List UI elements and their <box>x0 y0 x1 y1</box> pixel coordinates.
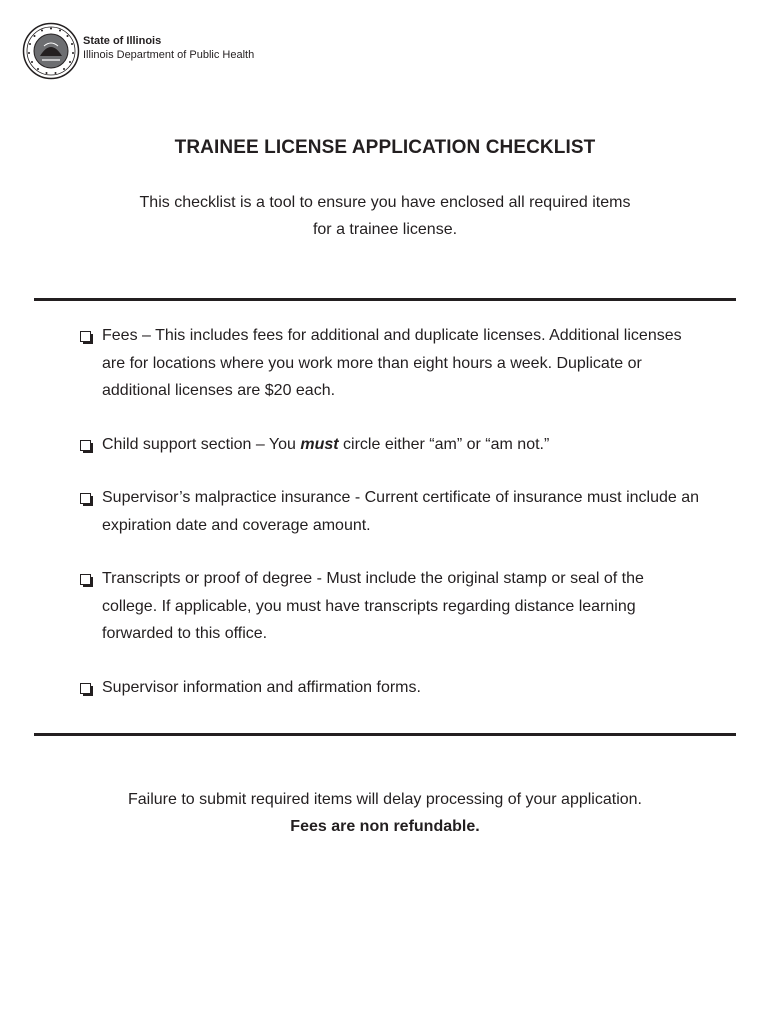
state-seal-icon <box>22 22 80 80</box>
top-divider <box>34 298 736 301</box>
intro-text <box>0 189 770 243</box>
checkbox-icon <box>80 493 91 504</box>
checkbox-icon <box>80 574 91 585</box>
checklist-item-supervisor-forms <box>80 674 700 702</box>
checklist-item-text: Supervisor information and affirmation forms. <box>102 678 421 696</box>
checkbox-icon <box>80 683 91 694</box>
checklist-item-text-before: Child support section – You <box>102 435 301 453</box>
checklist-item-fees <box>80 322 700 405</box>
bottom-divider <box>34 733 736 736</box>
checklist-item-text: Transcripts or proof of degree - Must include the original stamp or seal of the college. If applicable, you must have transcripts regarding distance learning forwarded to this office. <box>102 570 644 642</box>
checklist <box>80 322 700 701</box>
checklist-item-child-support <box>80 431 700 459</box>
footer-warning: Failure to submit required items will delay processing of your application. <box>127 791 642 808</box>
checklist-item-malpractice-insurance <box>80 484 700 539</box>
department-name: Illinois Department of Public Health <box>83 49 255 61</box>
checklist-item-emphasis: must <box>300 435 339 453</box>
agency-block <box>83 34 254 62</box>
checklist-item-text: Supervisor’s malpractice insurance - Current certificate of insurance must include an expiration date and coverage amount. <box>102 489 700 534</box>
checkbox-icon <box>80 331 91 342</box>
intro-line-2: for a trainee license. <box>312 221 458 238</box>
intro-line-1: This checklist is a tool to ensure you have enclosed all required items <box>139 194 631 211</box>
checklist-item-transcripts <box>80 565 700 648</box>
footer-note <box>0 786 770 840</box>
checklist-item-text: Fees – This includes fees for additional and duplicate licenses. Additional licenses are for locations where you work more than eight hours a week. Duplicate or additional licenses are $20 each. <box>102 327 682 399</box>
checklist-item-text-after: circle either “am” or “am not.” <box>338 435 550 453</box>
page-title: TRAINEE LICENSE APPLICATION CHECKLIST <box>174 137 596 158</box>
checkbox-icon <box>80 440 91 451</box>
footer-refund-notice: Fees are non refundable. <box>290 818 480 835</box>
state-name: State of Illinois <box>83 35 162 47</box>
header <box>22 22 254 80</box>
